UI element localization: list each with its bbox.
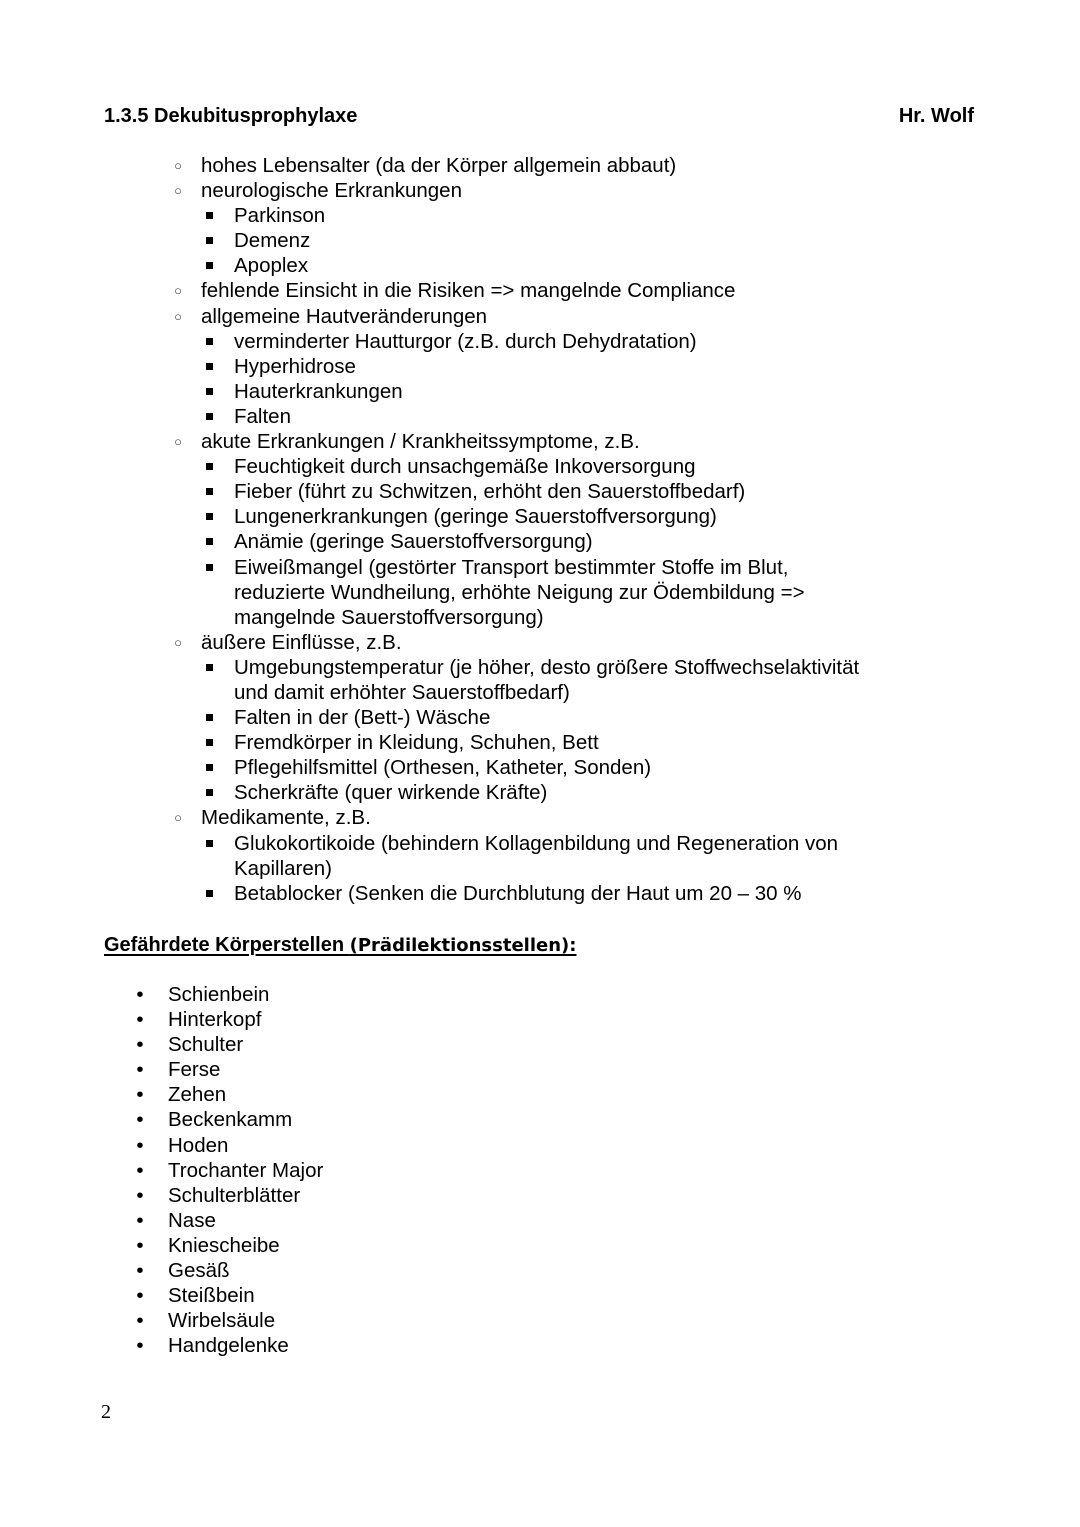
dot-bullet-icon: •	[136, 1208, 144, 1232]
sub-item	[201, 454, 980, 479]
site-text: Ferse	[168, 1058, 221, 1082]
square-bullet-icon	[206, 388, 213, 395]
sub-item-text: Falten	[234, 404, 291, 428]
sub-item	[201, 404, 980, 429]
square-bullet-icon	[206, 789, 213, 796]
sub-item	[201, 555, 980, 630]
sub-item	[201, 730, 980, 755]
square-bullet-icon	[206, 739, 213, 746]
site-text: Hoden	[168, 1133, 229, 1157]
site-item	[0, 1057, 323, 1082]
dot-bullet-icon: •	[136, 1008, 144, 1032]
site-item	[0, 1032, 323, 1057]
dot-bullet-icon: •	[136, 1284, 144, 1308]
square-bullet-icon	[206, 564, 213, 571]
site-text: Hinterkopf	[168, 1008, 262, 1032]
site-text: Zehen	[168, 1083, 227, 1107]
risk-factor-text: Medikamente, z.B.	[201, 806, 371, 830]
sub-item-text: Anämie (geringe Sauerstoffversorgung)	[234, 530, 593, 554]
dot-bullet-icon: •	[136, 1058, 144, 1082]
sub-item-text: Eiweißmangel (gestörter Transport bestimmter Stoffe im Blut, reduzierte Wundheilung, erhöhte Neigung zur Ödembildung => mangelnde Sauerstoffversorgung)	[234, 555, 805, 629]
risk-factor-text: hohes Lebensalter (da der Körper allgemein abbaut)	[201, 154, 677, 177]
risk-factor-item	[0, 153, 1080, 178]
sub-item	[201, 203, 980, 228]
sub-item-text: Lungenerkrankungen (geringe Sauerstoffversorgung)	[234, 505, 717, 529]
sub-item	[201, 529, 980, 554]
sub-item-text: Feuchtigkeit durch unsachgemäße Inkoversorgung	[234, 455, 696, 479]
sub-item	[201, 479, 980, 504]
sub-item	[201, 705, 980, 730]
square-bullet-icon	[206, 840, 213, 847]
dot-bullet-icon: •	[136, 1309, 144, 1333]
dot-bullet-icon: •	[136, 1233, 144, 1257]
sub-item-text: Falten in der (Bett-) Wäsche	[234, 706, 491, 730]
dot-bullet-icon: •	[136, 1158, 144, 1182]
site-item	[0, 1007, 323, 1032]
site-text: Kniescheibe	[168, 1233, 280, 1257]
sub-item-text: Hauterkrankungen	[234, 379, 403, 403]
sub-item-text: Apoplex	[234, 254, 309, 278]
square-bullet-icon	[206, 463, 213, 470]
site-text: Beckenkamm	[168, 1108, 293, 1132]
site-text: Gesäß	[168, 1259, 230, 1283]
site-item	[0, 1082, 323, 1107]
hollow-circle-bullet-icon: ○	[174, 308, 182, 324]
square-bullet-icon	[206, 212, 213, 219]
square-bullet-icon	[206, 890, 213, 897]
risk-factor-item	[0, 178, 1080, 278]
sub-item-text: Glukokortikoide (behindern Kollagenbildung und Regeneration von Kapillaren)	[234, 831, 839, 880]
hollow-circle-bullet-icon: ○	[174, 634, 182, 650]
risk-factor-text: fehlende Einsicht in die Risiken => mangelnde Compliance	[201, 279, 736, 303]
sub-item	[201, 780, 980, 805]
square-bullet-icon	[206, 538, 213, 545]
site-item	[0, 1333, 323, 1358]
site-item	[0, 1133, 323, 1158]
pressure-sites-list	[0, 982, 323, 1358]
dot-bullet-icon: •	[136, 1334, 144, 1358]
sub-item-text: Parkinson	[234, 204, 326, 228]
square-bullet-icon	[206, 714, 213, 721]
page-number: 2	[101, 1401, 111, 1423]
risk-factor-item	[0, 630, 1080, 806]
site-item	[0, 1208, 323, 1233]
risk-factor-item	[0, 304, 1080, 429]
sub-list	[201, 454, 980, 630]
site-text: Trochanter Major	[168, 1158, 324, 1182]
dot-bullet-icon: •	[136, 983, 144, 1006]
hollow-circle-bullet-icon: ○	[174, 810, 182, 826]
site-item	[0, 1107, 323, 1132]
sub-list	[201, 203, 980, 278]
site-item	[0, 982, 323, 1007]
sub-item	[201, 881, 980, 906]
sub-item	[201, 379, 980, 404]
site-text: Schienbein	[168, 983, 270, 1006]
section-heading-main: Gefährdete Körperstellen	[104, 934, 350, 956]
sub-item-text: Scherkräfte (quer wirkende Kräfte)	[234, 781, 548, 805]
dot-bullet-icon: •	[136, 1133, 144, 1157]
sub-item-text: Pflegehilfsmittel (Orthesen, Katheter, Sonden)	[234, 756, 652, 780]
risk-factor-item	[0, 429, 1080, 630]
sub-item-text: Betablocker (Senken die Durchblutung der Haut um 20 – 30 %	[234, 881, 802, 905]
sub-item	[201, 655, 980, 705]
site-text: Wirbelsäule	[168, 1309, 276, 1333]
site-item	[0, 1283, 323, 1308]
page-header	[104, 103, 974, 129]
sub-list	[201, 329, 980, 429]
sub-item	[201, 329, 980, 354]
hollow-circle-bullet-icon: ○	[174, 158, 182, 173]
sub-item-text: Hyperhidrose	[234, 354, 356, 378]
square-bullet-icon	[206, 513, 213, 520]
risk-factor-text: akute Erkrankungen / Krankheitssymptome, z.B.	[201, 430, 640, 454]
author-name: Hr. Wolf	[898, 105, 974, 127]
dot-bullet-icon: •	[136, 1259, 144, 1283]
site-text: Schulterblätter	[168, 1183, 301, 1207]
dot-bullet-icon: •	[136, 1108, 144, 1132]
risk-factor-list	[0, 153, 1080, 906]
section-heading-paren: (Prädilektionsstellen):	[349, 935, 577, 956]
site-item	[0, 1158, 323, 1183]
square-bullet-icon	[206, 237, 213, 244]
sub-item-text: Demenz	[234, 229, 311, 253]
site-item	[0, 1308, 323, 1333]
site-item	[0, 1233, 323, 1258]
square-bullet-icon	[206, 363, 213, 370]
dot-bullet-icon: •	[136, 1083, 144, 1107]
document-title: 1.3.5 Dekubitusprophylaxe	[104, 105, 358, 127]
sub-list	[201, 655, 980, 806]
site-text: Nase	[168, 1208, 216, 1232]
sub-item-text: verminderter Hautturgor (z.B. durch Dehydratation)	[234, 329, 697, 353]
dot-bullet-icon: •	[136, 1033, 144, 1057]
sub-item	[201, 504, 980, 529]
sub-item-text: Umgebungstemperatur (je höher, desto größere Stoffwechselaktivität und damit erhöhter Sauerstoffbedarf)	[234, 655, 860, 704]
sub-item	[201, 253, 980, 278]
site-text: Schulter	[168, 1033, 244, 1057]
sub-item	[201, 354, 980, 379]
risk-factor-text: allgemeine Hautveränderungen	[201, 304, 488, 328]
section-heading	[104, 932, 576, 959]
sub-list	[201, 831, 980, 906]
hollow-circle-bullet-icon: ○	[174, 183, 182, 199]
risk-factor-text: äußere Einflüsse, z.B.	[201, 630, 402, 654]
square-bullet-icon	[206, 413, 213, 420]
site-item	[0, 1183, 323, 1208]
square-bullet-icon	[206, 338, 213, 345]
dot-bullet-icon: •	[136, 1183, 144, 1207]
sub-item-text: Fieber (führt zu Schwitzen, erhöht den Sauerstoffbedarf)	[234, 480, 746, 504]
site-item	[0, 1258, 323, 1283]
hollow-circle-bullet-icon: ○	[174, 434, 182, 450]
site-text: Steißbein	[168, 1284, 255, 1308]
sub-item	[201, 228, 980, 253]
risk-factor-item	[0, 278, 1080, 303]
risk-factor-item	[0, 805, 1080, 905]
square-bullet-icon	[206, 764, 213, 771]
square-bullet-icon	[206, 488, 213, 495]
sub-item	[201, 831, 980, 881]
square-bullet-icon	[206, 262, 213, 269]
sub-item-text: Fremdkörper in Kleidung, Schuhen, Bett	[234, 731, 599, 755]
square-bullet-icon	[206, 664, 213, 671]
site-text: Handgelenke	[168, 1334, 289, 1358]
hollow-circle-bullet-icon: ○	[174, 283, 182, 299]
risk-factor-text: neurologische Erkrankungen	[201, 179, 462, 203]
sub-item	[201, 755, 980, 780]
